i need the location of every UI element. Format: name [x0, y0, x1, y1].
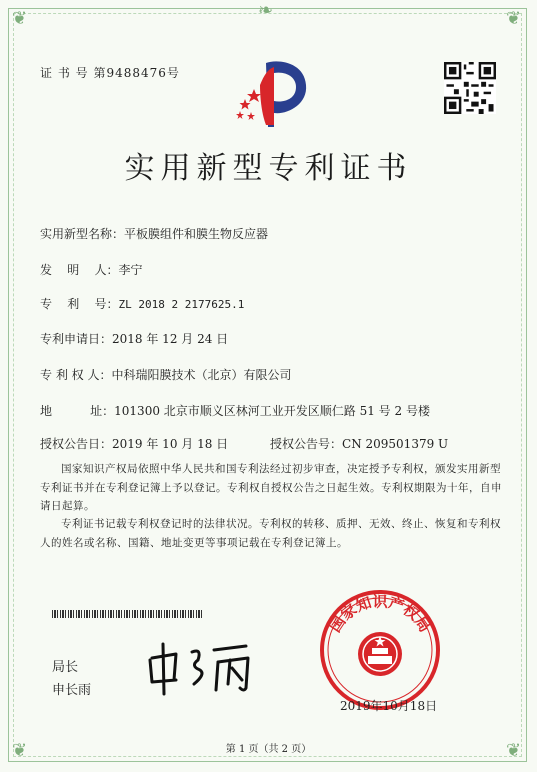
- field-value: 2018 年 12 月 24 日: [112, 332, 229, 346]
- barcode: [52, 610, 204, 618]
- grant-statement: 国家知识产权局依照中华人民共和国专利法经过初步审查，决定授予专利权，颁发实用新型专利证书并在专利登记簿上予以登记。专利权自授权公告之日起生效。专利权期限为十年，自申请日起算。: [40, 463, 502, 512]
- field-label: 专 利 权 人：: [40, 368, 112, 382]
- field-value: ZL 2018 2 2177625.1: [118, 298, 245, 311]
- field-value: 李宁: [118, 263, 143, 277]
- svg-text:国家知识产权局: 国家知识产权局: [325, 592, 435, 636]
- field-label: 授权公告日：: [40, 437, 113, 451]
- top-ornament-icon: ❧: [258, 0, 274, 21]
- utility-model-name-row: [40, 225, 268, 242]
- field-value: 101300 北京市顺义区林河工业开发区顺仁路 51 号 2 号楼: [114, 404, 430, 418]
- patentee-row: [40, 366, 291, 383]
- grant-info-row: [40, 435, 228, 452]
- official-seal: [318, 588, 442, 712]
- field-label: 发 明 人：: [40, 263, 119, 277]
- field-label: 授权公告号：: [270, 437, 343, 451]
- patent-number-row: [40, 295, 244, 312]
- field-value: CN 209501379 U: [342, 437, 449, 451]
- certificate-title: 实用新型专利证书: [124, 151, 413, 186]
- corner-ornament-icon: ❦: [506, 740, 522, 761]
- patent-office-logo-icon: [224, 55, 316, 131]
- grant-number-row: [270, 435, 448, 452]
- address-row: [40, 402, 430, 419]
- page-number: 第 1 页（共 2 页）: [225, 744, 312, 755]
- corner-ornament-icon: ❦: [506, 8, 522, 29]
- certificate-number: 证 书 号 第9488476号: [40, 66, 180, 80]
- corner-ornament-icon: ❦: [12, 8, 28, 29]
- director-name: 申长雨: [52, 683, 92, 698]
- field-value: 2019 年 10 月 18 日: [112, 437, 229, 451]
- seal-date: 2019年10月18日: [340, 699, 438, 713]
- field-label: 实用新型名称：: [40, 227, 125, 241]
- inventor-row: [40, 261, 143, 278]
- qr-code-icon: [444, 62, 496, 114]
- legal-status-statement: 专利证书记载专利权登记时的法律状况。专利权的转移、质押、无效、终止、恢复和专利权人的姓名或名称、国籍、地址变更等事项记载在专利登记簿上。: [40, 518, 501, 549]
- director-title: 局长: [52, 660, 79, 675]
- field-label: 专 利 号：: [40, 297, 119, 311]
- corner-ornament-icon: ❦: [12, 740, 28, 761]
- field-label: 地 址：: [40, 404, 115, 418]
- handwritten-signature: [146, 640, 270, 696]
- field-value: 平板膜组件和膜生物反应器: [124, 227, 269, 241]
- filing-date-row: [40, 330, 228, 347]
- field-value: 中科瑞阳膜技术（北京）有限公司: [111, 368, 292, 382]
- field-label: 专利申请日：: [40, 332, 113, 346]
